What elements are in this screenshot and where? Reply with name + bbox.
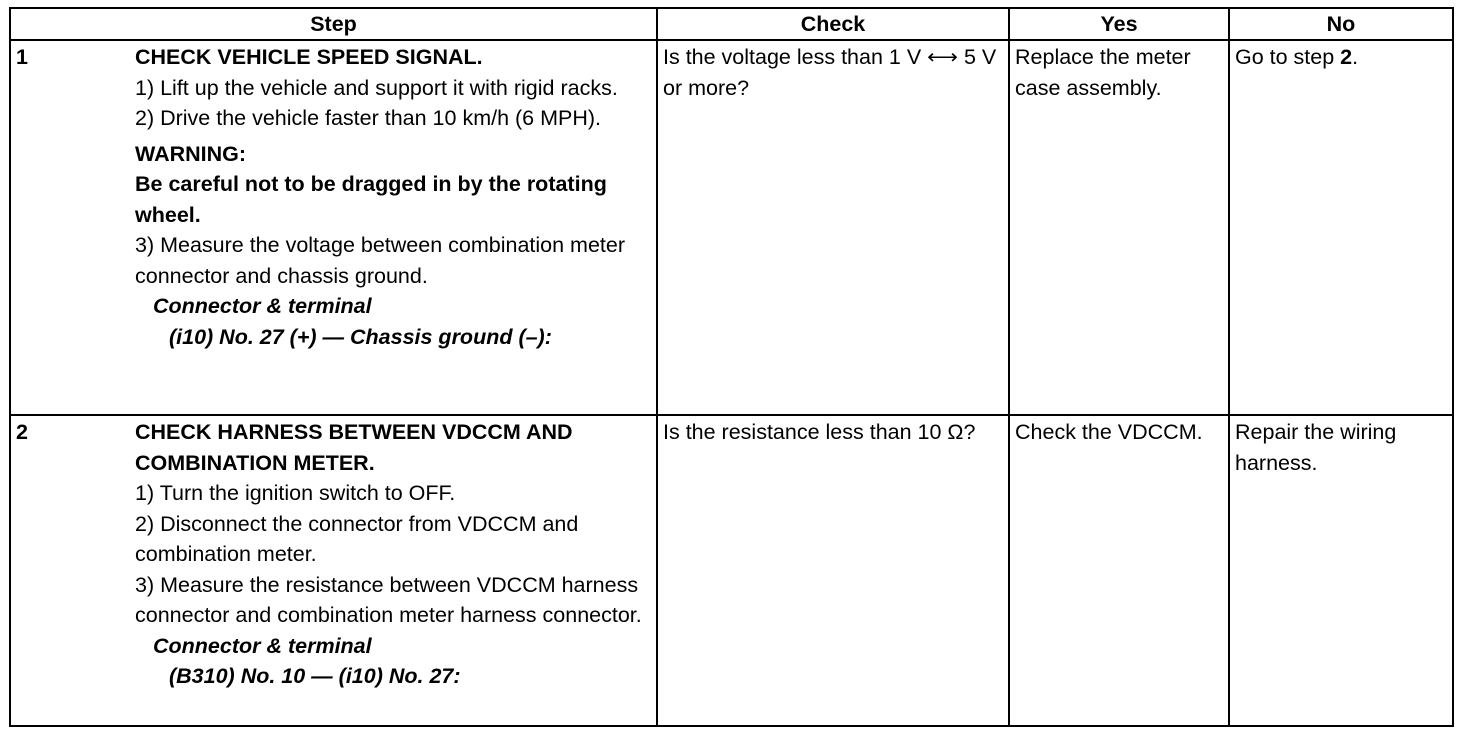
step-cell <box>10 40 657 415</box>
no-cell: Repair the wiring harness. <box>1229 415 1453 726</box>
step-number: 1 <box>16 45 28 69</box>
check-cell: Is the resistance less than 10 Ω? <box>657 415 1009 726</box>
table-row <box>10 40 1453 415</box>
instruction-3: 3) Measure the voltage between combination meter connector and chassis ground. <box>135 233 625 288</box>
no-text-end: . <box>1352 45 1359 69</box>
connector-label: Connector & terminal <box>153 633 372 658</box>
instruction-1: 1) Lift up the vehicle and support it with rigid racks. <box>135 75 618 100</box>
step-reference: 2 <box>1340 45 1353 69</box>
yes-cell: Check the VDCCM. <box>1009 415 1229 726</box>
check-text-start: Is the voltage less than 1 V <box>663 45 928 69</box>
warning-text: Be careful not to be dragged in by the rotating wheel. <box>135 172 607 227</box>
instruction-3: 3) Measure the resistance between VDCCM harness connector and combination meter harness connector. <box>135 572 642 627</box>
step-cell <box>10 415 657 726</box>
step-body <box>135 417 650 692</box>
header-step: Step <box>10 8 657 40</box>
step-title: CHECK VEHICLE SPEED SIGNAL. <box>135 45 483 69</box>
header-no: No <box>1229 8 1453 40</box>
no-text: Go to step <box>1235 45 1341 69</box>
connector-label: Connector & terminal <box>153 294 372 318</box>
warning-label: WARNING: <box>135 141 247 166</box>
step-body <box>135 42 650 352</box>
yes-cell: Replace the meter case assembly. <box>1009 40 1229 415</box>
header-yes: Yes <box>1009 8 1229 40</box>
connector-value: (B310) No. 10 — (i10) No. 27: <box>169 664 461 688</box>
header-row <box>10 8 1453 40</box>
instruction-1: 1) Turn the ignition switch to OFF. <box>135 481 456 505</box>
table-row <box>10 415 1453 726</box>
header-check: Check <box>657 8 1009 40</box>
instruction-2: 2) Disconnect the connector from VDCCM and combination meter. <box>135 511 579 566</box>
no-cell <box>1229 40 1453 415</box>
connector-value: (i10) No. 27 (+) — Chassis ground (–): <box>169 324 552 349</box>
step-title: CHECK HARNESS BETWEEN VDCCM AND COMBINATION METER. <box>135 420 573 475</box>
instruction-2: 2) Drive the vehicle faster than 10 km/h (6 MPH). <box>135 106 602 130</box>
diagnostic-table <box>9 7 1454 727</box>
bidirectional-arrow-icon: ⟷ <box>927 45 958 69</box>
step-number: 2 <box>16 420 28 444</box>
check-text-end: 5 V or more? <box>663 45 997 100</box>
check-cell <box>657 40 1009 415</box>
